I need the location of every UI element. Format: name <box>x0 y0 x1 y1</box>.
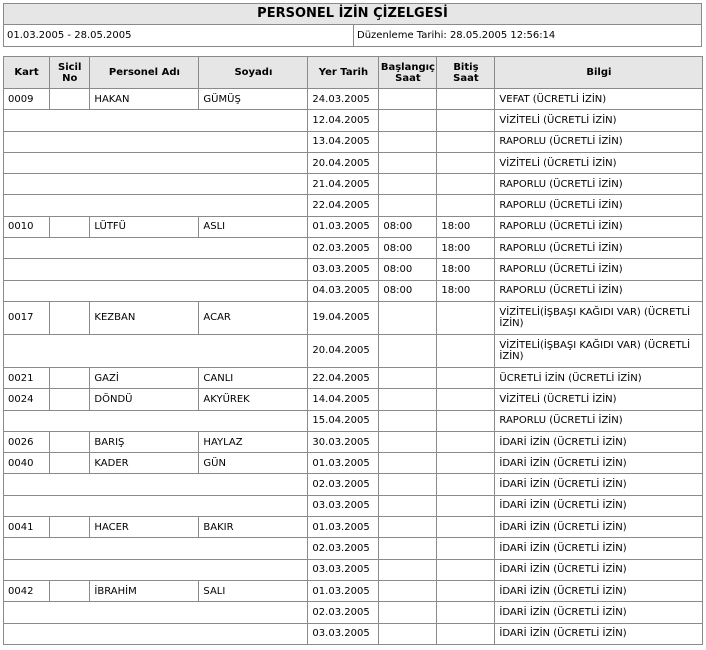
cell-kart: 0026 <box>4 431 50 452</box>
cell-baslangic-saat <box>379 301 437 334</box>
cell-bilgi: İDARİ İZİN (ÜCRETLİ İZİN) <box>495 453 703 474</box>
cell-yer-tarih: 30.03.2005 <box>308 431 379 452</box>
cell-baslangic-saat <box>379 602 437 623</box>
table-row <box>4 623 703 644</box>
cell-yer-tarih: 01.03.2005 <box>308 216 379 237</box>
cell-yer-tarih: 21.04.2005 <box>308 174 379 195</box>
cell-employee-blank <box>4 152 308 173</box>
cell-kart: 0042 <box>4 580 50 601</box>
cell-yer-tarih: 13.04.2005 <box>308 131 379 152</box>
cell-baslangic-saat <box>379 410 437 431</box>
date-range: 01.03.2005 - 28.05.2005 <box>4 25 354 46</box>
cell-bilgi: VİZİTELİ (ÜCRETLİ İZİN) <box>495 389 703 410</box>
edit-date-cell <box>354 25 701 46</box>
col-header-sicil: Sicil No <box>50 57 90 89</box>
cell-bilgi: RAPORLU (ÜCRETLİ İZİN) <box>495 238 703 259</box>
cell-kart: 0009 <box>4 89 50 110</box>
cell-bitis-saat <box>437 602 495 623</box>
cell-bitis-saat <box>437 152 495 173</box>
cell-employee-blank <box>4 174 308 195</box>
cell-yer-tarih: 01.03.2005 <box>308 453 379 474</box>
cell-bitis-saat: 18:00 <box>437 238 495 259</box>
cell-employee-blank <box>4 280 308 301</box>
cell-employee-blank <box>4 474 308 495</box>
cell-kart: 0021 <box>4 367 50 388</box>
cell-soyadi: CANLI <box>199 367 308 388</box>
cell-yer-tarih: 15.04.2005 <box>308 410 379 431</box>
table-row <box>4 367 703 388</box>
cell-yer-tarih: 03.03.2005 <box>308 559 379 580</box>
cell-employee-blank <box>4 538 308 559</box>
report-title: PERSONEL İZİN ÇİZELGESİ <box>4 4 701 25</box>
table-row <box>4 495 703 516</box>
cell-employee-blank <box>4 238 308 259</box>
cell-bitis-saat <box>437 410 495 431</box>
cell-baslangic-saat: 08:00 <box>379 280 437 301</box>
cell-baslangic-saat <box>379 174 437 195</box>
cell-baslangic-saat <box>379 367 437 388</box>
cell-bilgi: VEFAT (ÜCRETLİ İZİN) <box>495 89 703 110</box>
col-header-baslangic-saat: Başlangıç Saat <box>379 57 437 89</box>
table-row <box>4 195 703 216</box>
table-row <box>4 474 703 495</box>
cell-bitis-saat <box>437 431 495 452</box>
cell-baslangic-saat <box>379 431 437 452</box>
cell-bilgi: ÜCRETLİ İZİN (ÜCRETLİ İZİN) <box>495 367 703 388</box>
cell-soyadi: HAYLAZ <box>199 431 308 452</box>
cell-soyadi: AKYÜREK <box>199 389 308 410</box>
cell-bilgi: VİZİTELİ(İŞBAŞI KAĞIDI VAR) (ÜCRETLİ İZİN) <box>495 334 703 367</box>
cell-baslangic-saat <box>379 131 437 152</box>
table-row <box>4 453 703 474</box>
cell-bilgi: VİZİTELİ (ÜCRETLİ İZİN) <box>495 152 703 173</box>
cell-soyadi: ACAR <box>199 301 308 334</box>
table-row <box>4 152 703 173</box>
cell-yer-tarih: 20.04.2005 <box>308 152 379 173</box>
table-row <box>4 259 703 280</box>
cell-yer-tarih: 04.03.2005 <box>308 280 379 301</box>
table-row <box>4 559 703 580</box>
cell-baslangic-saat <box>379 453 437 474</box>
cell-bilgi: İDARİ İZİN (ÜCRETLİ İZİN) <box>495 623 703 644</box>
table-header-row <box>4 57 703 89</box>
cell-baslangic-saat: 08:00 <box>379 259 437 280</box>
table-row <box>4 334 703 367</box>
cell-bitis-saat <box>437 301 495 334</box>
cell-personel-adi: LÜTFÜ <box>90 216 199 237</box>
cell-bitis-saat <box>437 195 495 216</box>
cell-personel-adi: BARIŞ <box>90 431 199 452</box>
cell-soyadi: SALI <box>199 580 308 601</box>
cell-employee-blank <box>4 623 308 644</box>
cell-bitis-saat <box>437 389 495 410</box>
col-header-yer-tarih: Yer Tarih <box>308 57 379 89</box>
cell-yer-tarih: 02.03.2005 <box>308 602 379 623</box>
cell-bilgi: RAPORLU (ÜCRETLİ İZİN) <box>495 410 703 431</box>
cell-bilgi: İDARİ İZİN (ÜCRETLİ İZİN) <box>495 495 703 516</box>
cell-sicil-no <box>50 431 90 452</box>
col-header-bitis-saat: Bitiş Saat <box>437 57 495 89</box>
cell-yer-tarih: 01.03.2005 <box>308 517 379 538</box>
cell-bilgi: VİZİTELİ(İŞBAŞI KAĞIDI VAR) (ÜCRETLİ İZİN) <box>495 301 703 334</box>
cell-baslangic-saat <box>379 152 437 173</box>
cell-baslangic-saat <box>379 517 437 538</box>
cell-personel-adi: İBRAHİM <box>90 580 199 601</box>
cell-sicil-no <box>50 301 90 334</box>
cell-baslangic-saat <box>379 334 437 367</box>
cell-yer-tarih: 22.04.2005 <box>308 195 379 216</box>
cell-yer-tarih: 14.04.2005 <box>308 389 379 410</box>
table-row <box>4 431 703 452</box>
cell-baslangic-saat <box>379 195 437 216</box>
cell-sicil-no <box>50 389 90 410</box>
col-header-personel-adi: Personel Adı <box>90 57 199 89</box>
cell-bitis-saat <box>437 131 495 152</box>
cell-employee-blank <box>4 131 308 152</box>
table-row <box>4 602 703 623</box>
cell-employee-blank <box>4 195 308 216</box>
cell-employee-blank <box>4 602 308 623</box>
table-row <box>4 89 703 110</box>
cell-baslangic-saat <box>379 89 437 110</box>
cell-bitis-saat: 18:00 <box>437 280 495 301</box>
cell-bitis-saat <box>437 367 495 388</box>
cell-bitis-saat <box>437 495 495 516</box>
cell-baslangic-saat <box>379 559 437 580</box>
cell-soyadi: GÜMÜŞ <box>199 89 308 110</box>
cell-sicil-no <box>50 89 90 110</box>
cell-bilgi: RAPORLU (ÜCRETLİ İZİN) <box>495 174 703 195</box>
cell-baslangic-saat <box>379 474 437 495</box>
table-row <box>4 517 703 538</box>
cell-bilgi: İDARİ İZİN (ÜCRETLİ İZİN) <box>495 538 703 559</box>
cell-sicil-no <box>50 580 90 601</box>
table-row <box>4 216 703 237</box>
cell-sicil-no <box>50 216 90 237</box>
cell-kart: 0010 <box>4 216 50 237</box>
cell-baslangic-saat <box>379 110 437 131</box>
table-row <box>4 110 703 131</box>
report-header <box>3 3 702 47</box>
table-row <box>4 301 703 334</box>
table-row <box>4 238 703 259</box>
cell-employee-blank <box>4 334 308 367</box>
cell-baslangic-saat <box>379 538 437 559</box>
cell-employee-blank <box>4 559 308 580</box>
cell-yer-tarih: 03.03.2005 <box>308 259 379 280</box>
cell-bitis-saat <box>437 334 495 367</box>
cell-bitis-saat <box>437 623 495 644</box>
cell-bitis-saat <box>437 474 495 495</box>
cell-employee-blank <box>4 410 308 431</box>
cell-yer-tarih: 03.03.2005 <box>308 495 379 516</box>
cell-sicil-no <box>50 367 90 388</box>
cell-baslangic-saat <box>379 495 437 516</box>
edit-date-value: 28.05.2005 12:56:14 <box>449 30 556 41</box>
col-header-bilgi: Bilgi <box>495 57 703 89</box>
cell-bitis-saat <box>437 580 495 601</box>
table-row <box>4 131 703 152</box>
cell-soyadi: GÜN <box>199 453 308 474</box>
cell-bitis-saat: 18:00 <box>437 259 495 280</box>
cell-yer-tarih: 12.04.2005 <box>308 110 379 131</box>
cell-yer-tarih: 22.04.2005 <box>308 367 379 388</box>
cell-kart: 0017 <box>4 301 50 334</box>
cell-sicil-no <box>50 517 90 538</box>
cell-bilgi: RAPORLU (ÜCRETLİ İZİN) <box>495 216 703 237</box>
cell-yer-tarih: 02.03.2005 <box>308 238 379 259</box>
cell-kart: 0041 <box>4 517 50 538</box>
cell-bitis-saat <box>437 453 495 474</box>
table-row <box>4 389 703 410</box>
cell-bilgi: RAPORLU (ÜCRETLİ İZİN) <box>495 280 703 301</box>
cell-personel-adi: HAKAN <box>90 89 199 110</box>
cell-bilgi: RAPORLU (ÜCRETLİ İZİN) <box>495 259 703 280</box>
table-row <box>4 174 703 195</box>
col-header-kart: Kart <box>4 57 50 89</box>
cell-employee-blank <box>4 495 308 516</box>
cell-personel-adi: DÖNDÜ <box>90 389 199 410</box>
table-row <box>4 580 703 601</box>
col-header-soyadi: Soyadı <box>199 57 308 89</box>
cell-personel-adi: HACER <box>90 517 199 538</box>
cell-baslangic-saat: 08:00 <box>379 238 437 259</box>
cell-baslangic-saat <box>379 623 437 644</box>
cell-bitis-saat <box>437 89 495 110</box>
edit-date-label: Düzenleme Tarihi: <box>357 30 447 41</box>
cell-bilgi: İDARİ İZİN (ÜCRETLİ İZİN) <box>495 474 703 495</box>
table-row <box>4 280 703 301</box>
cell-yer-tarih: 01.03.2005 <box>308 580 379 601</box>
cell-employee-blank <box>4 110 308 131</box>
cell-bitis-saat <box>437 559 495 580</box>
cell-bilgi: İDARİ İZİN (ÜCRETLİ İZİN) <box>495 517 703 538</box>
cell-yer-tarih: 02.03.2005 <box>308 474 379 495</box>
cell-soyadi: BAKIR <box>199 517 308 538</box>
cell-baslangic-saat <box>379 389 437 410</box>
cell-yer-tarih: 20.04.2005 <box>308 334 379 367</box>
cell-baslangic-saat: 08:00 <box>379 216 437 237</box>
cell-bitis-saat <box>437 538 495 559</box>
cell-personel-adi: GAZİ <box>90 367 199 388</box>
cell-bilgi: İDARİ İZİN (ÜCRETLİ İZİN) <box>495 559 703 580</box>
cell-bilgi: RAPORLU (ÜCRETLİ İZİN) <box>495 131 703 152</box>
cell-yer-tarih: 02.03.2005 <box>308 538 379 559</box>
cell-bilgi: İDARİ İZİN (ÜCRETLİ İZİN) <box>495 431 703 452</box>
cell-yer-tarih: 19.04.2005 <box>308 301 379 334</box>
cell-sicil-no <box>50 453 90 474</box>
cell-kart: 0024 <box>4 389 50 410</box>
cell-bitis-saat <box>437 110 495 131</box>
cell-soyadi: ASLI <box>199 216 308 237</box>
leave-table <box>3 56 703 645</box>
cell-bitis-saat: 18:00 <box>437 216 495 237</box>
cell-bitis-saat <box>437 174 495 195</box>
cell-bilgi: RAPORLU (ÜCRETLİ İZİN) <box>495 195 703 216</box>
cell-bilgi: İDARİ İZİN (ÜCRETLİ İZİN) <box>495 602 703 623</box>
cell-yer-tarih: 03.03.2005 <box>308 623 379 644</box>
cell-personel-adi: KEZBAN <box>90 301 199 334</box>
table-row <box>4 538 703 559</box>
cell-personel-adi: KADER <box>90 453 199 474</box>
table-row <box>4 410 703 431</box>
cell-employee-blank <box>4 259 308 280</box>
cell-kart: 0040 <box>4 453 50 474</box>
cell-baslangic-saat <box>379 580 437 601</box>
cell-bilgi: VİZİTELİ (ÜCRETLİ İZİN) <box>495 110 703 131</box>
cell-yer-tarih: 24.03.2005 <box>308 89 379 110</box>
report-meta-row <box>4 25 701 46</box>
cell-bilgi: İDARİ İZİN (ÜCRETLİ İZİN) <box>495 580 703 601</box>
cell-bitis-saat <box>437 517 495 538</box>
